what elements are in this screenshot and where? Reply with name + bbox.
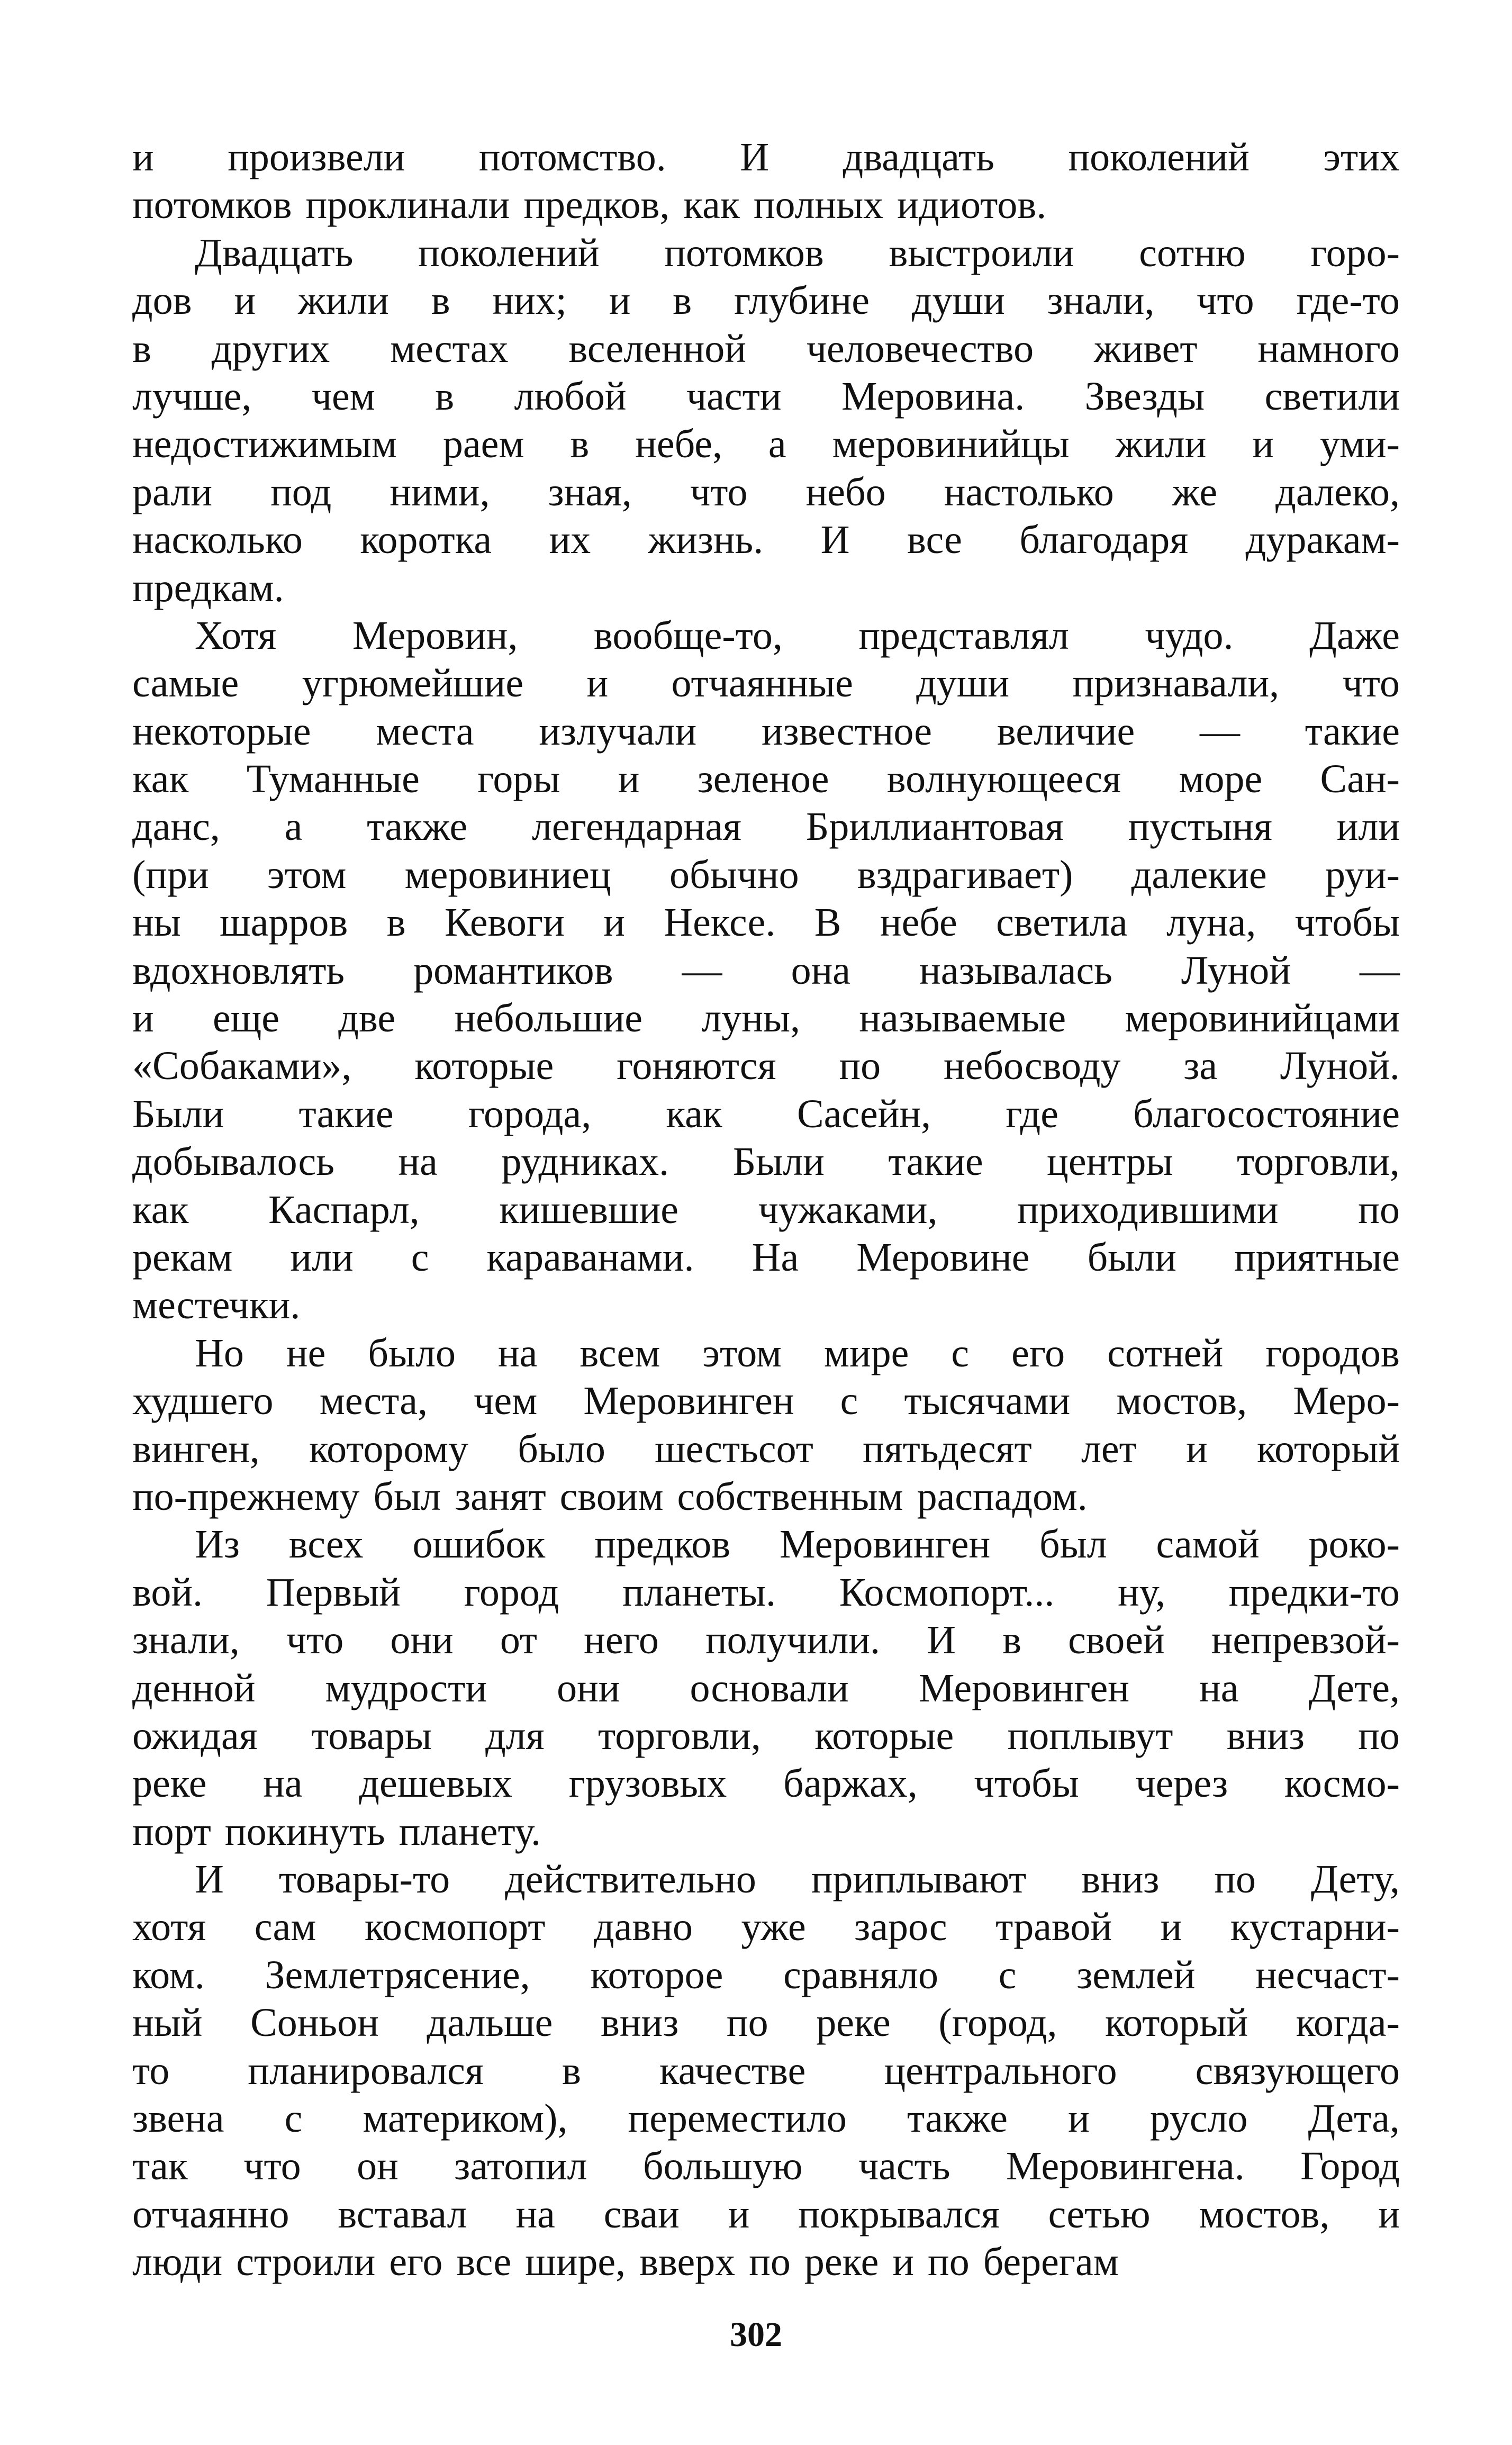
- text-line: как Туманные горы и зеленое волнующееся море Сан-: [132, 757, 1400, 802]
- text-line: люди строили его все шире, вверх по реке и по берегам: [132, 2240, 1119, 2285]
- text-line: хотя сам космопорт давно уже зарос травой и кустарни-: [132, 1905, 1400, 1950]
- paragraph: [132, 1329, 1400, 1521]
- text-line: потомков проклинали предков, как полных идиотов.: [132, 183, 1047, 228]
- text-line: как Каспарл, кишевшие чужаками, приходившими по: [132, 1187, 1400, 1232]
- text-line: Хотя Меровин, вообще-то, представлял чудо. Даже: [195, 613, 1400, 658]
- text-line: дов и жили в них; и в глубине души знали, что где-то: [132, 278, 1400, 323]
- text-line: рекам или с караванами. На Меровине были приятные: [132, 1235, 1400, 1280]
- text-line: добывалось на рудниках. Были такие центры торговли,: [132, 1139, 1400, 1184]
- text-line: вдохновлять романтиков — она называлась Луной —: [132, 948, 1400, 993]
- text-line: вой. Первый город планеты. Космопорт... ну, предки-то: [132, 1570, 1400, 1615]
- paragraph: [132, 229, 1400, 612]
- text-line: денной мудрости они основали Меровинген на Дете,: [132, 1665, 1400, 1710]
- text-line: отчаянно вставал на сваи и покрывался сетью мостов, и: [132, 2192, 1400, 2236]
- text-line: знали, что они от него получили. И в своей непревзой-: [132, 1618, 1400, 1663]
- text-line: так что он затопил большую часть Меровингена. Город: [132, 2144, 1400, 2189]
- text-line: насколько коротка их жизнь. И все благодаря дуракам-: [132, 518, 1400, 563]
- text-line: (при этом меровиниец обычно вздрагивает) далекие руи-: [132, 852, 1400, 897]
- text-line: данс, а также легендарная Бриллиантовая пустыня или: [132, 804, 1400, 849]
- text-line: худшего места, чем Меровинген с тысячами мостов, Меро-: [132, 1379, 1400, 1424]
- text-line: и еще две небольшие луны, называемые меровинийцами: [132, 996, 1400, 1041]
- text-line: ком. Землетрясение, которое сравняло с землей несчаст-: [132, 1952, 1400, 1997]
- text-line: то планировался в качестве центрального связующего: [132, 2048, 1400, 2093]
- text-line: ожидая товары для торговли, которые поплывут вниз по: [132, 1713, 1400, 1758]
- text-line: Но не было на всем этом мире с его сотней городов: [195, 1330, 1400, 1375]
- text-line: Были такие города, как Сасейн, где благосостояние: [132, 1091, 1400, 1136]
- text-line: И товары-то действительно приплывают вниз по Дету,: [195, 1857, 1400, 1902]
- text-line: ны шарров в Кевоги и Нексе. В небе светила луна, чтобы: [132, 900, 1400, 945]
- text-line: звена с материком), переместило также и русло Дета,: [132, 2096, 1400, 2141]
- paragraph: [132, 1855, 1400, 2286]
- text-line: рали под ними, зная, что небо настолько же далеко,: [132, 469, 1400, 514]
- text-line: некоторые места излучали известное величие — такие: [132, 709, 1400, 754]
- text-line: Двадцать поколений потомков выстроили сотню горо-: [195, 230, 1400, 275]
- paragraph: [132, 1520, 1400, 1855]
- text-line: и произвели потомство. И двадцать поколений этих: [132, 135, 1400, 179]
- text-line: в других местах вселенной человечество живет намного: [132, 326, 1400, 371]
- text-line: самые угрюмейшие и отчаянные души признавали, что: [132, 661, 1400, 706]
- body-text: [132, 133, 1400, 2286]
- paragraph: [132, 133, 1400, 229]
- text-line: местечки.: [132, 1283, 301, 1328]
- text-line: реке на дешевых грузовых баржах, чтобы через космо-: [132, 1761, 1400, 1806]
- text-line: предкам.: [132, 565, 284, 610]
- text-line: винген, которому было шестьсот пятьдесят лет и который: [132, 1426, 1400, 1471]
- text-line: по-прежнему был занят своим собственным распадом.: [132, 1474, 1088, 1519]
- text-line: Из всех ошибок предков Меровинген был самой роко-: [195, 1522, 1400, 1567]
- text-line: недостижимым раем в небе, а меровинийцы жили и уми-: [132, 422, 1400, 467]
- text-line: лучше, чем в любой части Меровина. Звезды светили: [132, 374, 1400, 419]
- text-line: порт покинуть планету.: [132, 1809, 541, 1854]
- paragraph: [132, 612, 1400, 1329]
- page-number: 302: [730, 2315, 782, 2354]
- text-line: «Собаками», которые гоняются по небосводу за Луной.: [132, 1044, 1400, 1089]
- text-line: ный Соньон дальше вниз по реке (город, который когда-: [132, 2000, 1400, 2045]
